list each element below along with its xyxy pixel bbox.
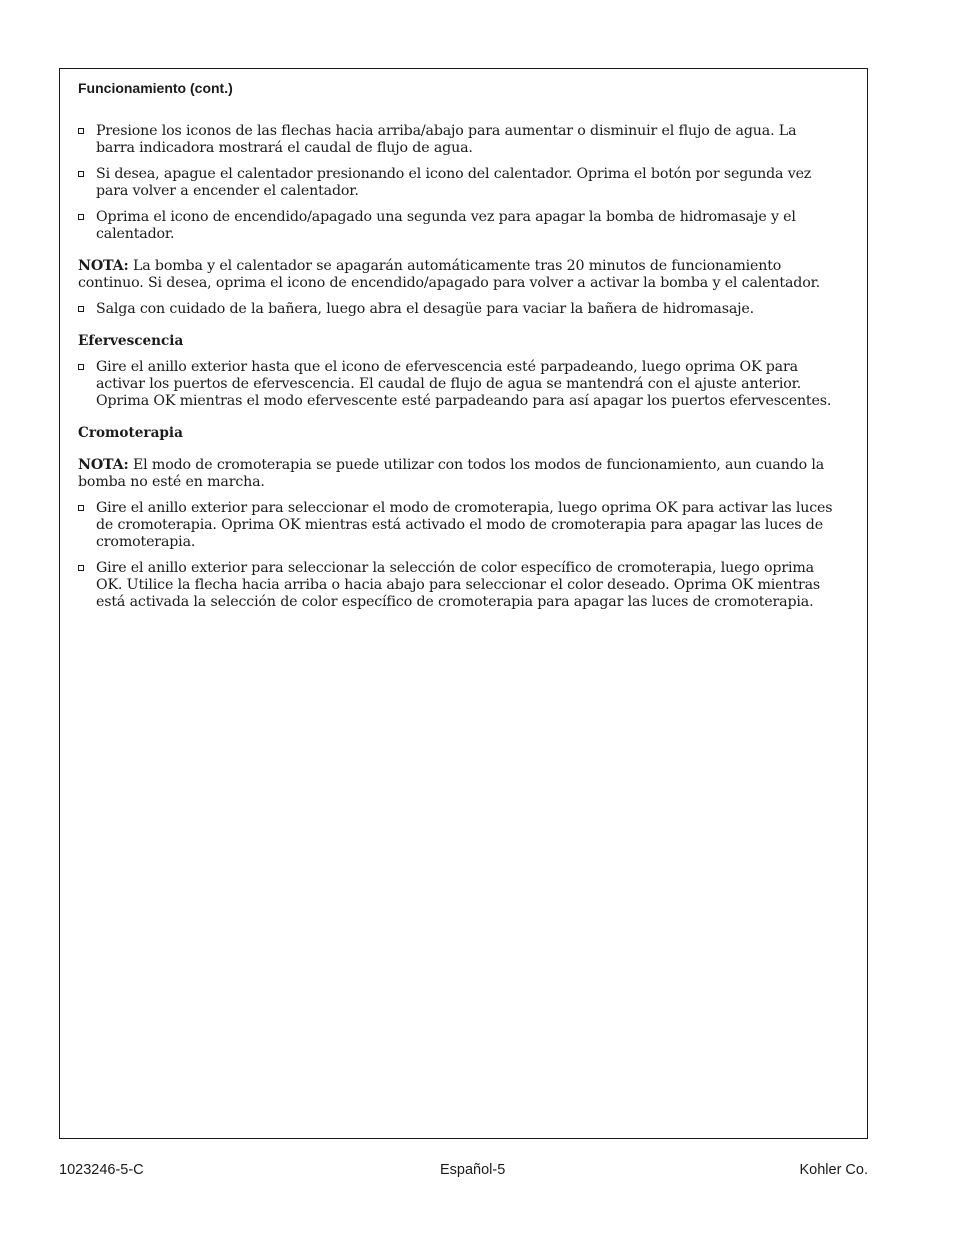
note-label: NOTA: bbox=[78, 457, 129, 473]
bullet-item bbox=[78, 123, 838, 157]
bullet-item bbox=[78, 301, 838, 318]
bullet-text: Presione los iconos de las flechas hacia arriba/abajo para aumentar o disminuir el flujo de agua. La barra indicadora mostrará el caudal de flujo de agua. bbox=[96, 123, 797, 156]
note-auto-shutoff bbox=[78, 258, 838, 292]
bullet-list-exit bbox=[78, 301, 838, 318]
bullet-text: Si desea, apague el calentador presionando el icono del calentador. Oprima el botón por segunda vez para volver a encender el calentador. bbox=[96, 166, 812, 199]
bullet-text: Oprima el icono de encendido/apagado una segunda vez para apagar la bomba de hidromasaje y el calentador. bbox=[96, 209, 796, 242]
footer-company: Kohler Co. bbox=[799, 1162, 868, 1178]
footer-document-number: 1023246-5-C bbox=[59, 1162, 144, 1178]
checkbox-bullet-icon bbox=[78, 214, 84, 220]
checkbox-bullet-icon bbox=[78, 128, 84, 134]
note-text: La bomba y el calentador se apagarán automáticamente tras 20 minutos de funcionamiento continuo. Si desea, oprima el icono de encendido/apagado para volver a activar la bomba y el calentador. bbox=[78, 258, 821, 291]
note-cromoterapia bbox=[78, 457, 838, 491]
note-label: NOTA: bbox=[78, 258, 129, 274]
subheading-cromoterapia: Cromoterapia bbox=[78, 425, 183, 441]
bullet-list-operation bbox=[78, 123, 838, 243]
checkbox-bullet-icon bbox=[78, 505, 84, 511]
bullet-item bbox=[78, 560, 838, 611]
bullet-item bbox=[78, 500, 838, 551]
bullet-item bbox=[78, 209, 838, 243]
content-body bbox=[78, 80, 838, 611]
bullet-item bbox=[78, 359, 838, 410]
bullet-text: Gire el anillo exterior hasta que el icono de efervescencia esté parpadeando, luego oprima OK para activar los puertos de efervescencia. El caudal de flujo de agua se mantendrá con el ajuste anterior. Oprima OK mientras el modo efervescente esté parpadeando para así apagar los puertos efervescentes. bbox=[96, 359, 832, 409]
section-title: Funcionamiento (cont.) bbox=[78, 80, 233, 96]
checkbox-bullet-icon bbox=[78, 565, 84, 571]
bullet-text: Gire el anillo exterior para seleccionar el modo de cromoterapia, luego oprima OK para activar las luces de cromoterapia. Oprima OK mientras está activado el modo de cromoterapia para apagar las luces de cromoterapia. bbox=[96, 500, 833, 550]
checkbox-bullet-icon bbox=[78, 364, 84, 370]
footer-page-number: Español-5 bbox=[440, 1162, 506, 1178]
checkbox-bullet-icon bbox=[78, 171, 84, 177]
bullet-item bbox=[78, 166, 838, 200]
bullet-text: Salga con cuidado de la bañera, luego abra el desagüe para vaciar la bañera de hidromasaje. bbox=[96, 301, 755, 317]
bullet-list-cromoterapia bbox=[78, 500, 838, 611]
bullet-list-efervescencia bbox=[78, 359, 838, 410]
checkbox-bullet-icon bbox=[78, 306, 84, 312]
subheading-efervescencia: Efervescencia bbox=[78, 333, 184, 349]
bullet-text: Gire el anillo exterior para seleccionar la selección de color específico de cromoterapia, luego oprima OK. Utilice la flecha hacia arriba o hacia abajo para seleccionar el color deseado. Oprima OK mientras está activada la selección de color específico de cromoterapia para apagar las luces de cromoterapia. bbox=[96, 560, 821, 610]
content-frame bbox=[59, 68, 868, 1139]
note-text: El modo de cromoterapia se puede utilizar con todos los modos de funcionamiento, aun cuando la bomba no esté en marcha. bbox=[78, 457, 825, 490]
